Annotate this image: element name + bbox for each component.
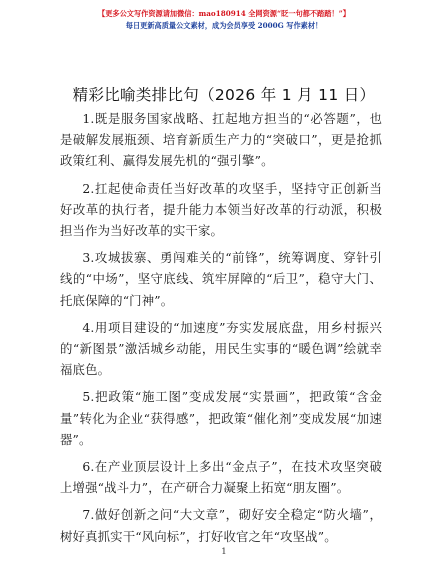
paragraph-7: 7.做好创新之问“大文章”，砌好安全稳定“防火墙”，树好真抓实干“风向标”，打好收官之年“攻坚战”。	[60, 507, 382, 544]
document-title: 精彩比喻类排比句（2026 年 1 月 11 日）	[72, 86, 376, 104]
promo-banner	[0, 8, 448, 32]
document-body	[60, 108, 382, 553]
paragraph-5: 5.把政策“施工图”变成发展“实景画”，把政策“含金量”转化为企业“获得感”，把政策“催化剂”变成发展“加速器”。	[60, 389, 382, 447]
paragraph-4: 4.用项目建设的“加速度”夯实发展底盘，用乡村振兴的“新图景”激活城乡动能，用民生实事的“暖色调”绘就幸福底色。	[60, 319, 382, 378]
promo-banner-line-2: 每日更新高质量公文素材，成为会员享受 2000G 写作素材！	[125, 21, 323, 30]
page-number: 1	[221, 547, 227, 557]
paragraph-3: 3.攻城拔寨、勇闯难关的“前锋”，统筹调度、穿针引线的“中场”，坚守底线、筑牢屏障的“后卫”，稳守大门、托底保障的“门神”。	[60, 250, 382, 308]
paragraph-1: 1.既是服务国家战略、扛起地方担当的“必答题”，也是破解发展瓶颈、培育新质生产力的“突破口”，更是抢抓政策红利、赢得发展先机的“强引擎”。	[60, 111, 382, 169]
paragraph-6: 6.在产业顶层设计上多出“金点子”，在技术攻坚突破上增强“战斗力”，在产研合力凝聚上拓宽“朋友圈”。	[60, 459, 382, 496]
promo-banner-line-1: 【更多公文写作资源请加微信：mao180914 全网资源“眨一句都不踏踏！”】	[98, 9, 350, 18]
paragraph-2: 2.扛起使命责任当好改革的攻坚手，坚持守正创新当好改革的执行者，提升能力本领当好改革的行动派，积极担当作为当好改革的实干家。	[60, 180, 382, 239]
